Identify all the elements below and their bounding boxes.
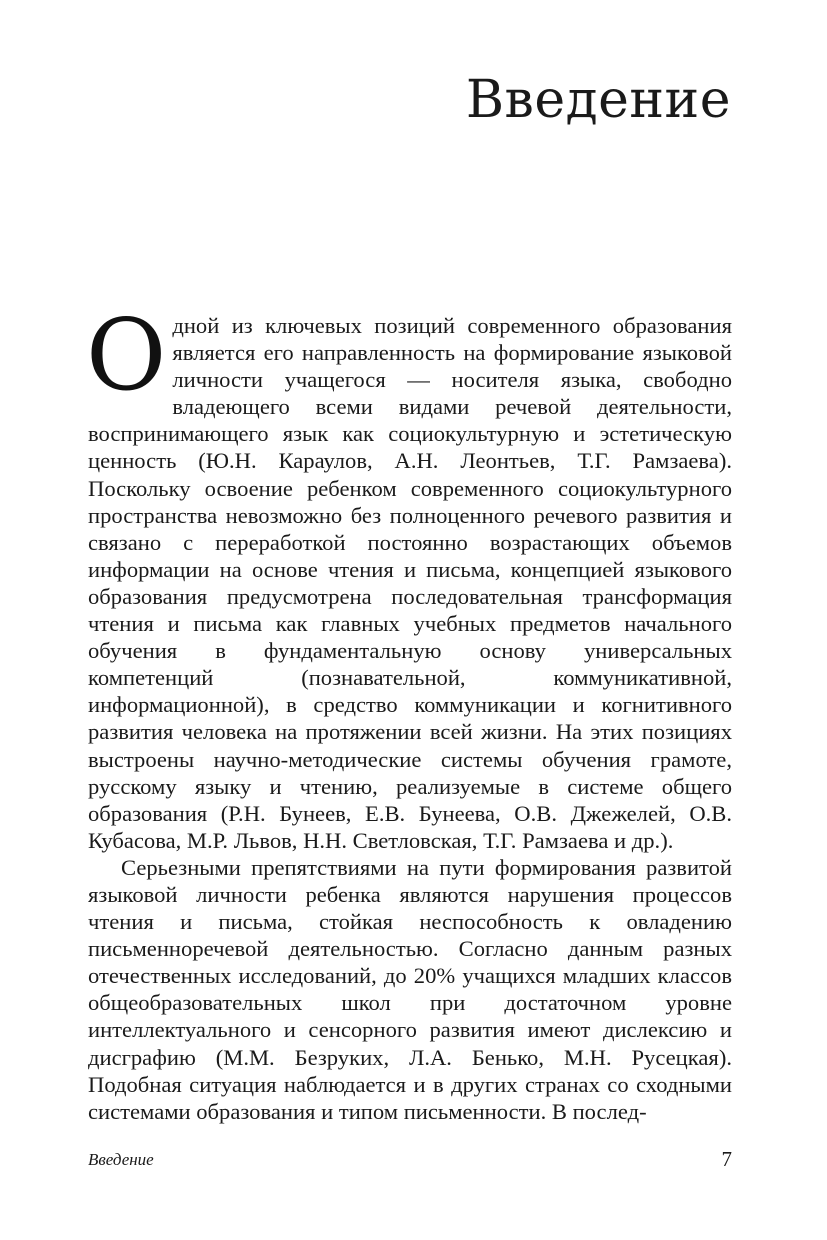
paragraph-1 xyxy=(86,299,732,854)
running-footer: Введение xyxy=(88,1150,154,1169)
page-number: 7 xyxy=(721,1147,732,1171)
drop-cap: О xyxy=(86,299,167,413)
chapter-title: Введение xyxy=(465,70,731,130)
body-text xyxy=(86,299,732,1125)
paragraph-2: Серьезными препятствиями на пути формирования развитой языковой личности ребенка являются нарушения процессов чтения и письма, стойкая неспособность к овладению письменноречевой деятельностью. Согласно данным разных отечественных исследований, до 20% учащихся младших классов общеобразовательных школ при достаточном уровне интеллектуального и сенсорного развития имеют дислексию и дисграфию (М.М. Безруких, Л.А. Бенько, М.Н. Русецкая). Подобная ситуация наблюдается и в других странах со сходными системами образования и типом письменности. В послед- xyxy=(88,854,732,1124)
paragraph-1-text: дной из ключевых позиций современного образования является его направленность на формирование языковой личности учащегося — носителя языка, свободно владеющего всеми видами речевой деятельности, воспринимающего язык как социокультурную и эстетическую ценность (Ю.Н. Караулов, А.Н. Леонтьев, Т.Г. Рамзаева). Поскольку освоение ребенком современного социокультурного пространства невозможно без полноценного речевого развития и связано с переработкой постоянно возрастающих объемов информации на основе чтения и письма, концепцией языкового образования предусмотрена последовательная трансформация чтения и письма как главных учебных предметов начального обучения в фундаментальную основу универсальных компетенций (познавательной, коммуникативной, информационной), в средство коммуникации и когнитивного развития человека на протяжении всей жизни. На этих позициях выстроены научно-методические системы обучения грамоте, русскому языку и чтению, реализуемые в системе общего образования (Р.Н. Бунеев, Е.В. Бунеева, О.В. Джежелей, О.В. Кубасова, М.Р. Львов, Н.Н. Светловская, Т.Г. Рамзаева и др.). xyxy=(88,313,732,853)
